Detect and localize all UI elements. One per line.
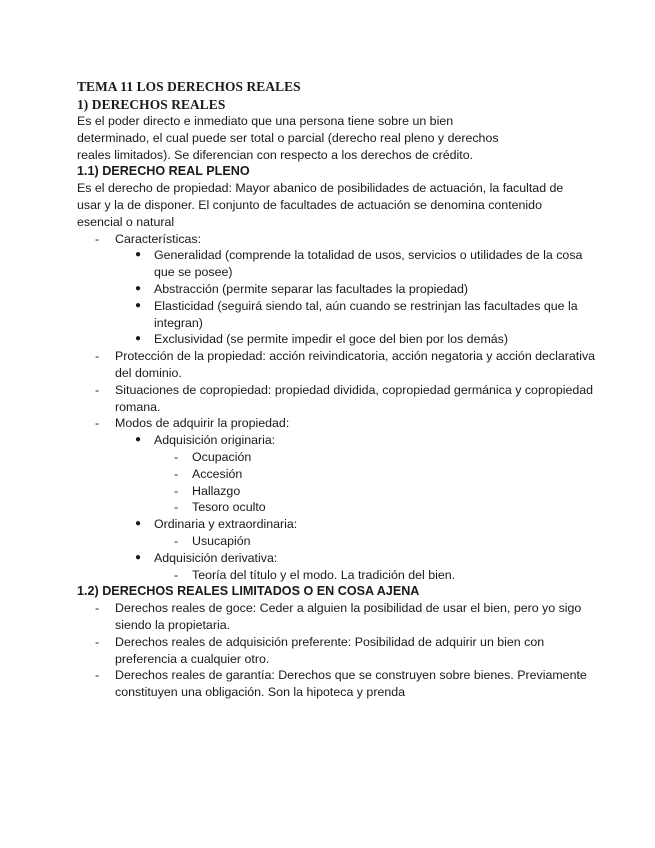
dash-marker: -	[95, 601, 100, 616]
list-item-label: Elasticidad (seguirá siendo tal, aún cuando se restrinjan las facultades que la integran)	[154, 298, 578, 330]
list-item-exclusividad	[77, 331, 597, 348]
list-item-originaria	[77, 432, 597, 449]
list-item-label: Hallazgo	[192, 483, 241, 498]
list-item-proteccion	[77, 348, 597, 382]
list-item-label: Accesión	[192, 466, 243, 481]
bullet-marker: ●	[135, 299, 142, 311]
dash-marker: -	[95, 349, 100, 364]
section-intro-derechos-reales: Es el poder directo e inmediato que una persona tiene sobre un bien determinado, el cual puede ser total o parcial (derecho real pleno y derechos reales limitados). Se diferencian con respecto a los derechos de crédito.	[77, 114, 499, 162]
section-heading-derecho-real-pleno: 1.1) DERECHO REAL PLENO	[77, 164, 250, 179]
list-item-hallazgo	[77, 483, 597, 500]
dash-marker: -	[174, 500, 179, 515]
dash-marker: -	[174, 533, 179, 548]
dash-marker: -	[174, 483, 179, 498]
list-item-label: Abstracción (permite separar las facultades la propiedad)	[154, 281, 469, 296]
bullet-marker: ●	[135, 434, 142, 446]
dash-marker: -	[95, 231, 100, 246]
list-item-label: Teoría del título y el modo. La tradición del bien.	[192, 567, 456, 582]
bullet-marker: ●	[135, 551, 142, 563]
document-content	[77, 78, 597, 701]
list-item-label: Derechos reales de garantía: Derechos que se construyen sobre bienes. Previamente constituyen una obligación. Son la hipoteca y prenda	[115, 668, 587, 700]
list-item-label: Tesoro oculto	[192, 500, 266, 515]
list-item-ordinaria	[77, 516, 597, 533]
dash-marker: -	[95, 382, 100, 397]
list-item-elasticidad	[77, 298, 597, 332]
list-item-goce	[77, 600, 597, 634]
list-item-label: Características:	[115, 231, 202, 246]
list-item-caracteristicas	[77, 231, 597, 248]
list-item-label: Usucapión	[192, 533, 251, 548]
list-item-generalidad	[77, 247, 597, 281]
list-item-accesion	[77, 466, 597, 483]
list-item-adquisicion-preferente	[77, 634, 597, 668]
list-item-label: Derechos reales de adquisición preferente: Posibilidad de adquirir un bien con preferencia a cualquier otro.	[115, 634, 545, 666]
dash-marker: -	[174, 567, 179, 582]
derechos-limitados-list	[77, 600, 597, 701]
list-item-tesoro-oculto	[77, 499, 597, 516]
list-item-derivativa	[77, 550, 597, 567]
list-item-label: Derechos reales de goce: Ceder a alguien la posibilidad de usar el bien, pero yo sigo siendo la propietaria.	[115, 601, 582, 632]
list-item-usucapion	[77, 533, 597, 550]
list-item-label: Adquisición derivativa:	[154, 550, 278, 565]
list-item-garantia	[77, 667, 597, 701]
list-item-label: Modos de adquirir la propiedad:	[115, 416, 290, 431]
bullet-marker: ●	[135, 249, 142, 261]
section-intro-derecho-real-pleno: Es el derecho de propiedad: Mayor abanico de posibilidades de actuación, la facultad de usar y la de disponer. El conjunto de facultades de actuación se denomina contenido esencial o natural	[77, 181, 564, 229]
dash-marker: -	[174, 449, 179, 464]
list-item-label: Protección de la propiedad: acción reivindicatoria, acción negatoria y acción declarativa del dominio.	[115, 349, 596, 380]
dash-marker: -	[174, 466, 179, 481]
bullet-marker: ●	[135, 282, 142, 294]
list-item-label: Ordinaria y extraordinaria:	[154, 517, 298, 532]
list-item-label: Ocupación	[192, 449, 252, 464]
list-item-label: Situaciones de copropiedad: propiedad dividida, copropiedad germánica y copropiedad romana.	[115, 382, 594, 414]
list-item-ocupacion	[77, 449, 597, 466]
list-item-modos	[77, 415, 597, 432]
list-item-abstraccion	[77, 281, 597, 298]
dash-marker: -	[95, 634, 100, 649]
derecho-real-pleno-list	[77, 231, 597, 584]
section-heading-derechos-reales: 1) DERECHOS REALES	[77, 97, 226, 112]
dash-marker: -	[95, 668, 100, 683]
bullet-marker: ●	[135, 333, 142, 345]
list-item-teoria-titulo	[77, 567, 597, 584]
bullet-marker: ●	[135, 518, 142, 530]
list-item-label: Generalidad (comprende la totalidad de usos, servicios o utilidades de la cosa que se posee)	[154, 248, 583, 280]
list-item-label: Adquisición originaria:	[154, 433, 276, 448]
list-item-situaciones	[77, 382, 597, 416]
dash-marker: -	[95, 416, 100, 431]
section-heading-derechos-limitados: 1.2) DERECHOS REALES LIMITADOS O EN COSA AJENA	[77, 584, 420, 599]
document-title: TEMA 11 LOS DERECHOS REALES	[77, 79, 301, 94]
list-item-label: Exclusividad (se permite impedir el goce del bien por los demás)	[154, 332, 508, 347]
